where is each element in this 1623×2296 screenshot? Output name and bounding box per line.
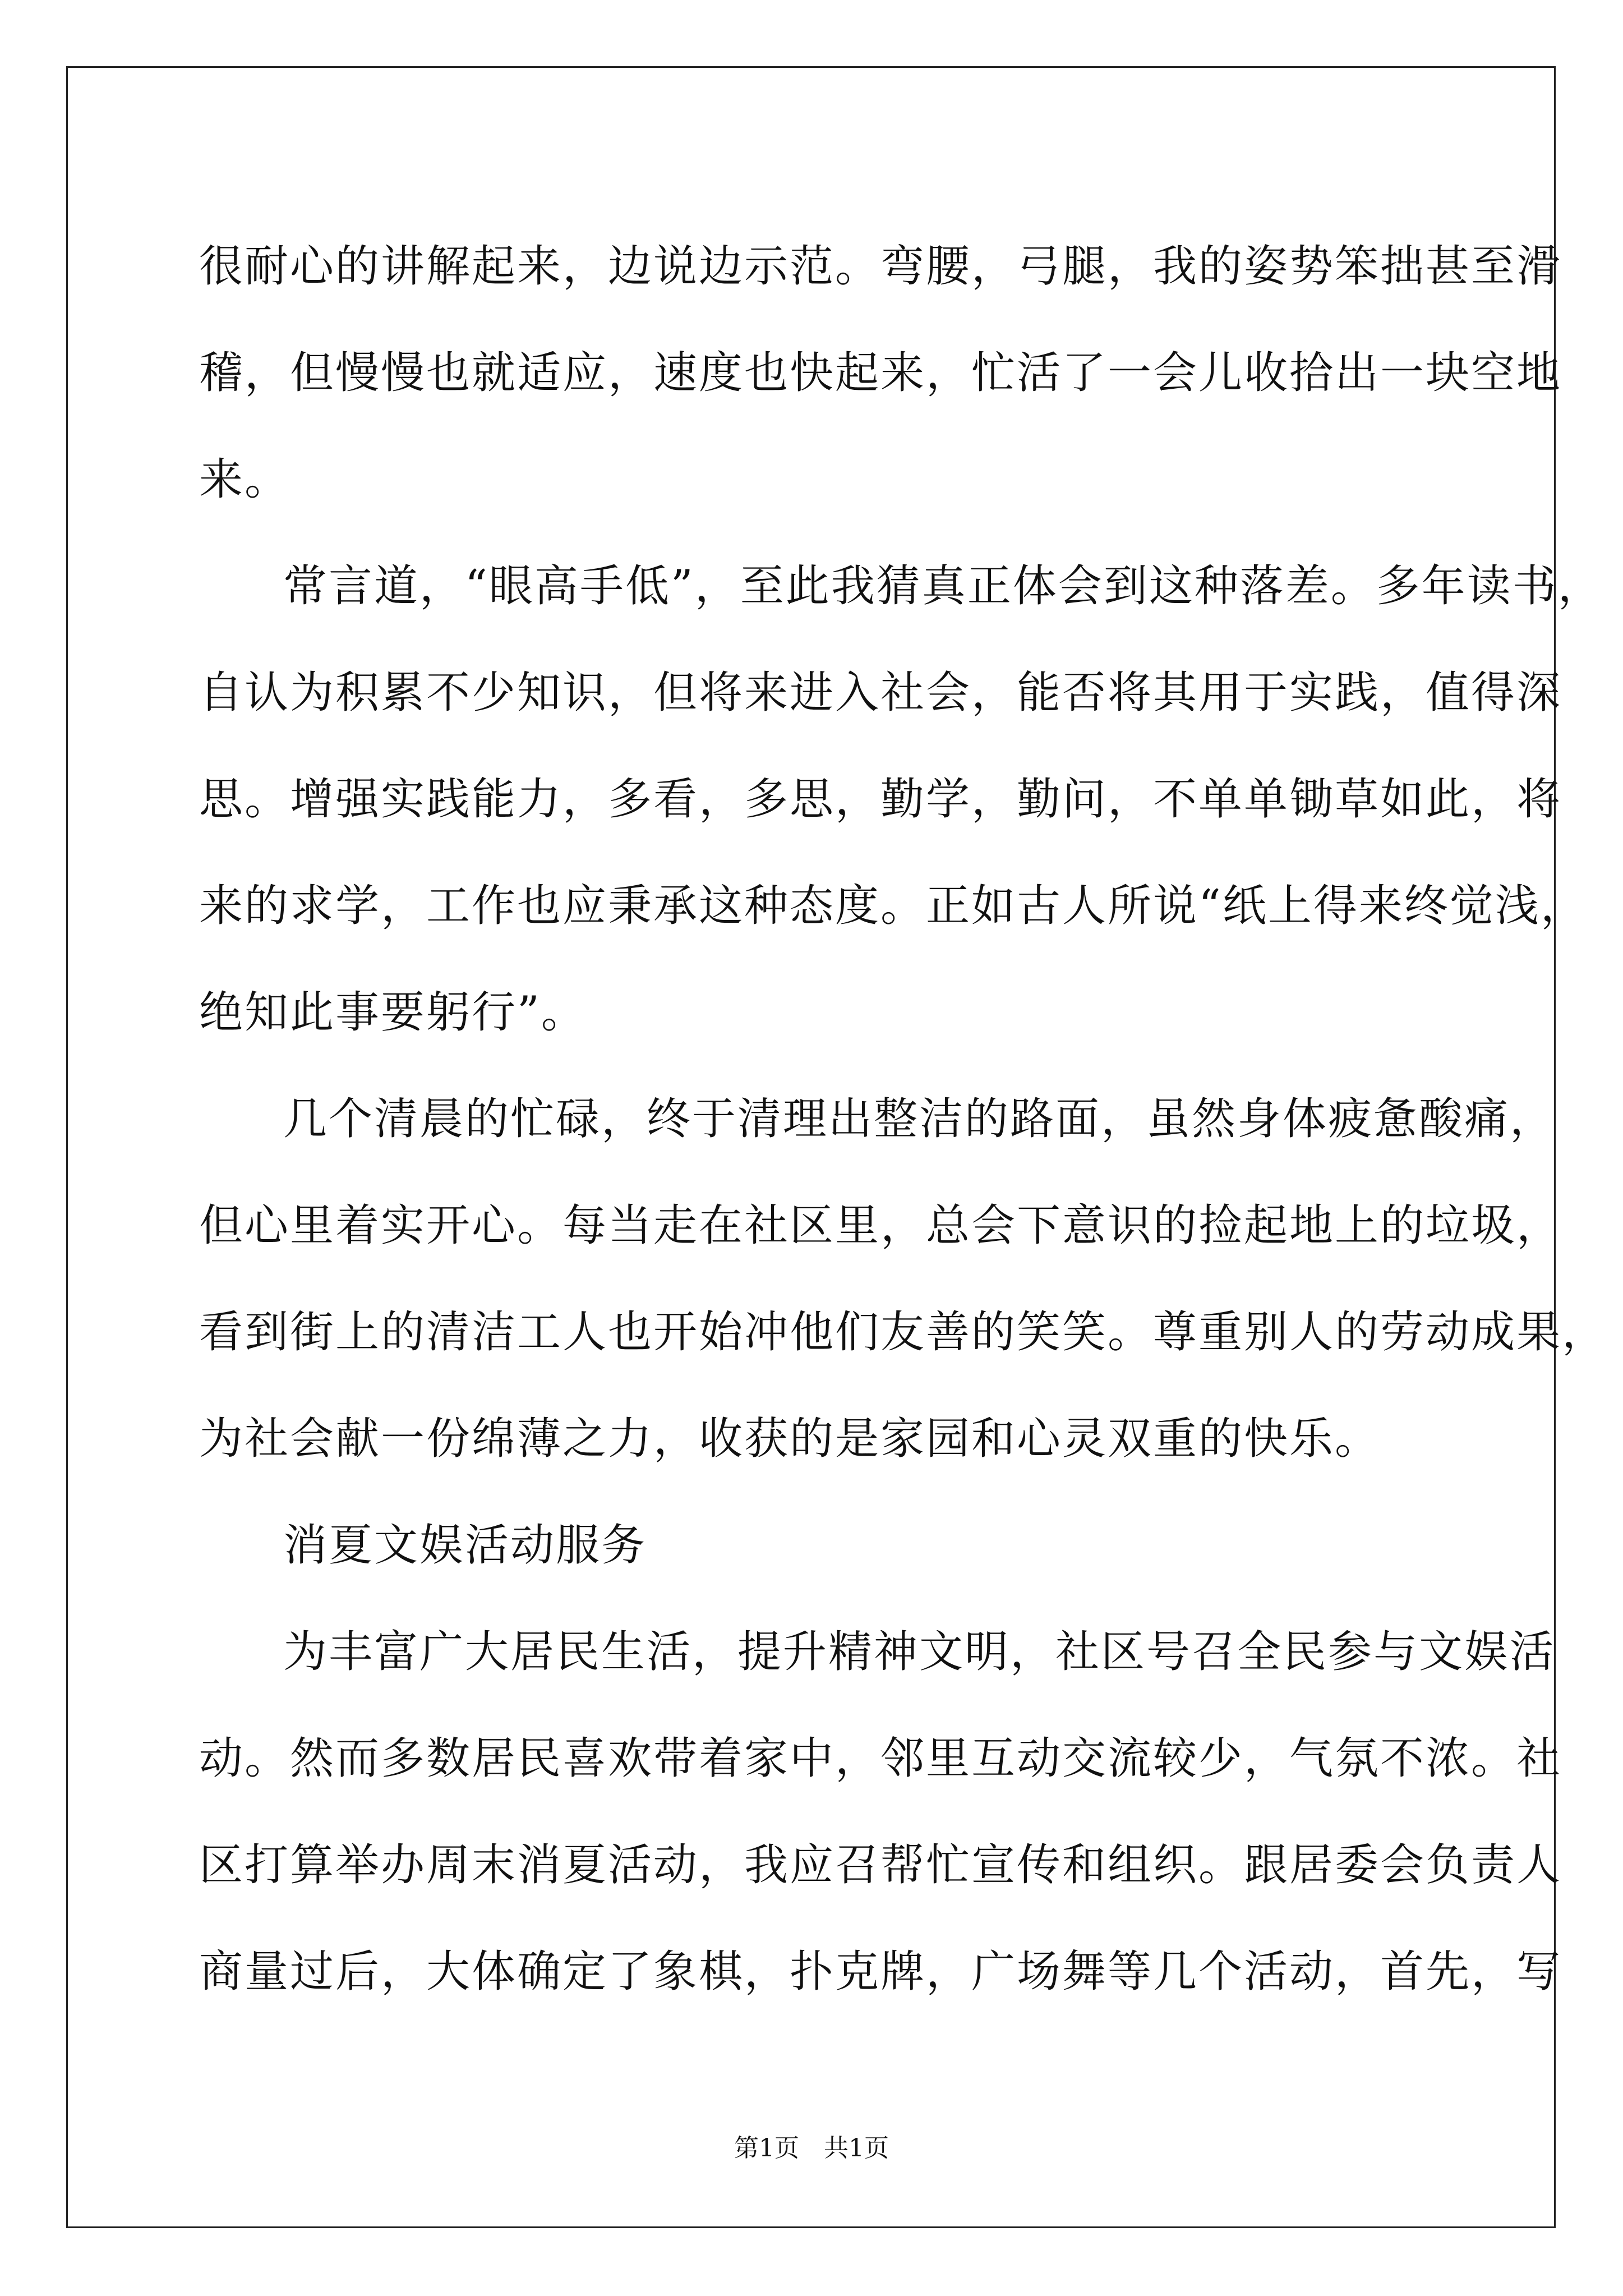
paragraph-start-line: 几个清晨的忙碌，终于清理出整洁的路面，虽然身体疲惫酸痛， [283, 1094, 1556, 1144]
text-line: 但心里着实开心。每当走在社区里，总会下意识的捡起地上的垃圾， [199, 1200, 1562, 1251]
text-line: 区打算举办周末消夏活动，我应召帮忙宣传和组织。跟居委会负责人 [199, 1840, 1562, 1890]
text-line: 看到街上的清洁工人也开始冲他们友善的笑笑。尊重别人的劳动成果， [199, 1307, 1608, 1358]
text-line: 稽，但慢慢也就适应，速度也快起来，忙活了一会儿收拾出一块空地 [199, 348, 1562, 398]
text-line: 很耐心的讲解起来，边说边示范。弯腰，弓腿，我的姿势笨拙甚至滑 [199, 241, 1562, 292]
text-line: 自认为积累不少知识，但将来进入社会，能否将其用于实践，值得深 [199, 668, 1562, 718]
paragraph-start-line: 常言道，“眼高手低”，至此我猜真正体会到这种落差。多年读书， [283, 561, 1603, 611]
section-heading: 消夏文娱活动服务 [283, 1520, 647, 1571]
text-line: 思。增强实践能力，多看，多思，勤学，勤问，不单单锄草如此，将 [199, 774, 1562, 825]
document-body [199, 213, 1608, 2025]
text-line: 为社会献一份绵薄之力，收获的是家园和心灵双重的快乐。 [199, 1414, 1381, 1464]
text-line: 来。 [199, 454, 291, 505]
text-line: 商量过后，大体确定了象棋，扑克牌，广场舞等几个活动，首先，写 [199, 1947, 1562, 1997]
text-line: 来的求学，工作也应秉承这种态度。正如古人所说“纸上得来终觉浅， [199, 881, 1586, 931]
paragraph-start-line: 为丰富广大居民生活，提升精神文明，社区号召全民参与文娱活 [283, 1627, 1556, 1677]
text-line: 绝知此事要躬行”。 [199, 987, 587, 1038]
page-number-footer: 第1页 共1页 [734, 2134, 889, 2162]
text-line: 动。然而多数居民喜欢带着家中，邻里互动交流较少，气氛不浓。社 [199, 1733, 1562, 1784]
